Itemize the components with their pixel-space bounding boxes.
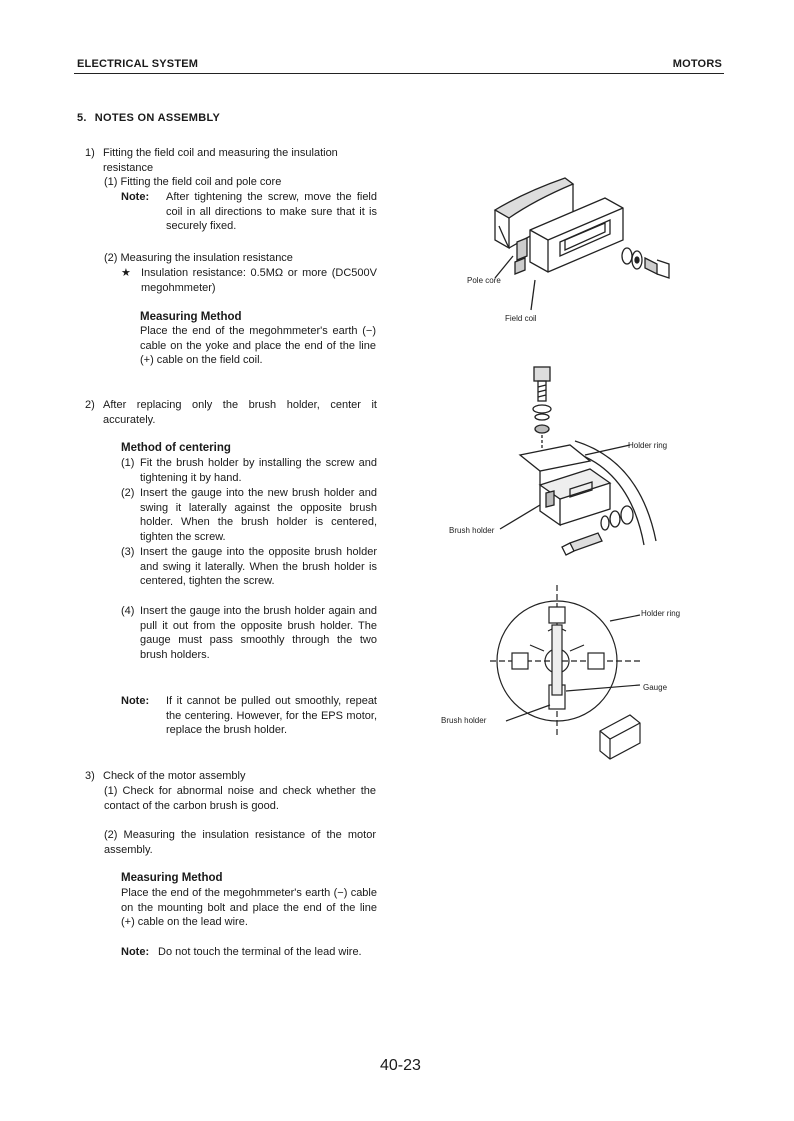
note-text: After tightening the screw, move the field coil in all directions to make sure that it is securely fixed. [166,191,377,233]
item-1-text: Fitting the field coil and measuring the insulation resistance [103,147,338,174]
item-1-number: 1) [85,147,95,159]
note-label: Note: [121,191,150,203]
label-brush-holder: Brush holder [449,526,495,535]
label-field-coil: Field coil [505,314,537,323]
note-label: Note: [121,695,150,707]
centering-step-4 [121,604,377,662]
item-2 [85,398,377,427]
item-1 [85,146,377,175]
item-2-note [121,694,377,738]
step-text: Insert the gauge into the brush holder again and pull it out from the opposite brush holder. The gauge must pass smoothly through the two brush holders. [140,605,377,661]
note-text: If it cannot be pulled out smoothly, repeat the centering. However, for the EPS motor, replace the brush holder. [166,695,377,737]
centering-step-3 [121,545,377,589]
item-3-sub-1 [104,784,376,813]
item-3-sub-2 [104,828,376,857]
label-holder-ring: Holder ring [628,441,668,450]
centering-step-2 [121,486,377,544]
insulation-spec-text: Insulation resistance: 0.5MΩ or more (DC500V megohmmeter) [141,267,377,294]
label-pole-core: Pole core [467,276,501,285]
section-heading [77,112,220,124]
step-number: (1) [121,457,135,469]
item-2-text: After replacing only the brush holder, center it accurately. [103,399,377,426]
page-number: 40-23 [380,1057,421,1074]
step-number: (2) [121,487,135,499]
item-1-note [121,190,377,234]
measuring-method-text: Place the end of the megohmmeter's earth (−) cable on the yoke and place the end of the line (+) cable on the field coil. [140,325,376,367]
item-3-sub-2-text: (2) Measuring the insulation resistance of the motor assembly. [104,829,376,856]
item-3-method-title: Measuring Method [121,872,223,884]
header-chapter-title: MOTORS [672,58,722,70]
note-label: Note: [121,946,150,958]
item-1-sub-1-label: (1) Fitting the field coil and pole core [104,176,282,188]
step-number: (4) [121,605,135,617]
measuring-method-title: Measuring Method [140,311,242,323]
label-gauge: Gauge [643,683,668,692]
item-3-method-text: Place the end of the megohmmeter's earth (−) cable on the mounting bolt and place the end of the line (+) cable on the lead wire. [121,887,377,929]
header-section-title: ELECTRICAL SYSTEM [77,58,199,70]
label-brush-holder-2: Brush holder [441,716,487,725]
item-2-number: 2) [85,399,95,411]
insulation-spec [121,266,377,295]
step-text: Insert the gauge into the new brush holder and swing it laterally against the opposite brush holder. When the brush holder is centered, tighten the screw. [140,487,377,543]
item-3-sub-1-text: (1) Check for abnormal noise and check whether the contact of the carbon brush is good. [104,785,376,812]
item-3 [85,769,377,784]
figure-pole-core-field-coil [485,170,685,310]
centering-step-1 [121,456,377,485]
section-title: NOTES ON ASSEMBLY [94,112,221,124]
label-holder-ring-2: Holder ring [641,609,681,618]
star-icon: ★ [121,267,131,279]
note-text: Do not touch the terminal of the lead wire. [158,946,362,958]
step-text: Fit the brush holder by installing the screw and tightening it by hand. [140,457,377,484]
header-rule [74,73,724,74]
item-1-sub-2-label: (2) Measuring the insulation resistance [104,252,293,264]
figure-brush-holder-mount [480,365,670,575]
centering-method-title: Method of centering [121,442,231,454]
step-number: (3) [121,546,135,558]
section-number: 5. [77,112,87,124]
item-3-number: 3) [85,770,95,782]
step-text: Insert the gauge into the opposite brush holder and swing it laterally. When the brush holder is centered, tighten the screw. [140,546,377,588]
item-3-note [121,945,377,960]
item-3-text: Check of the motor assembly [103,770,246,782]
